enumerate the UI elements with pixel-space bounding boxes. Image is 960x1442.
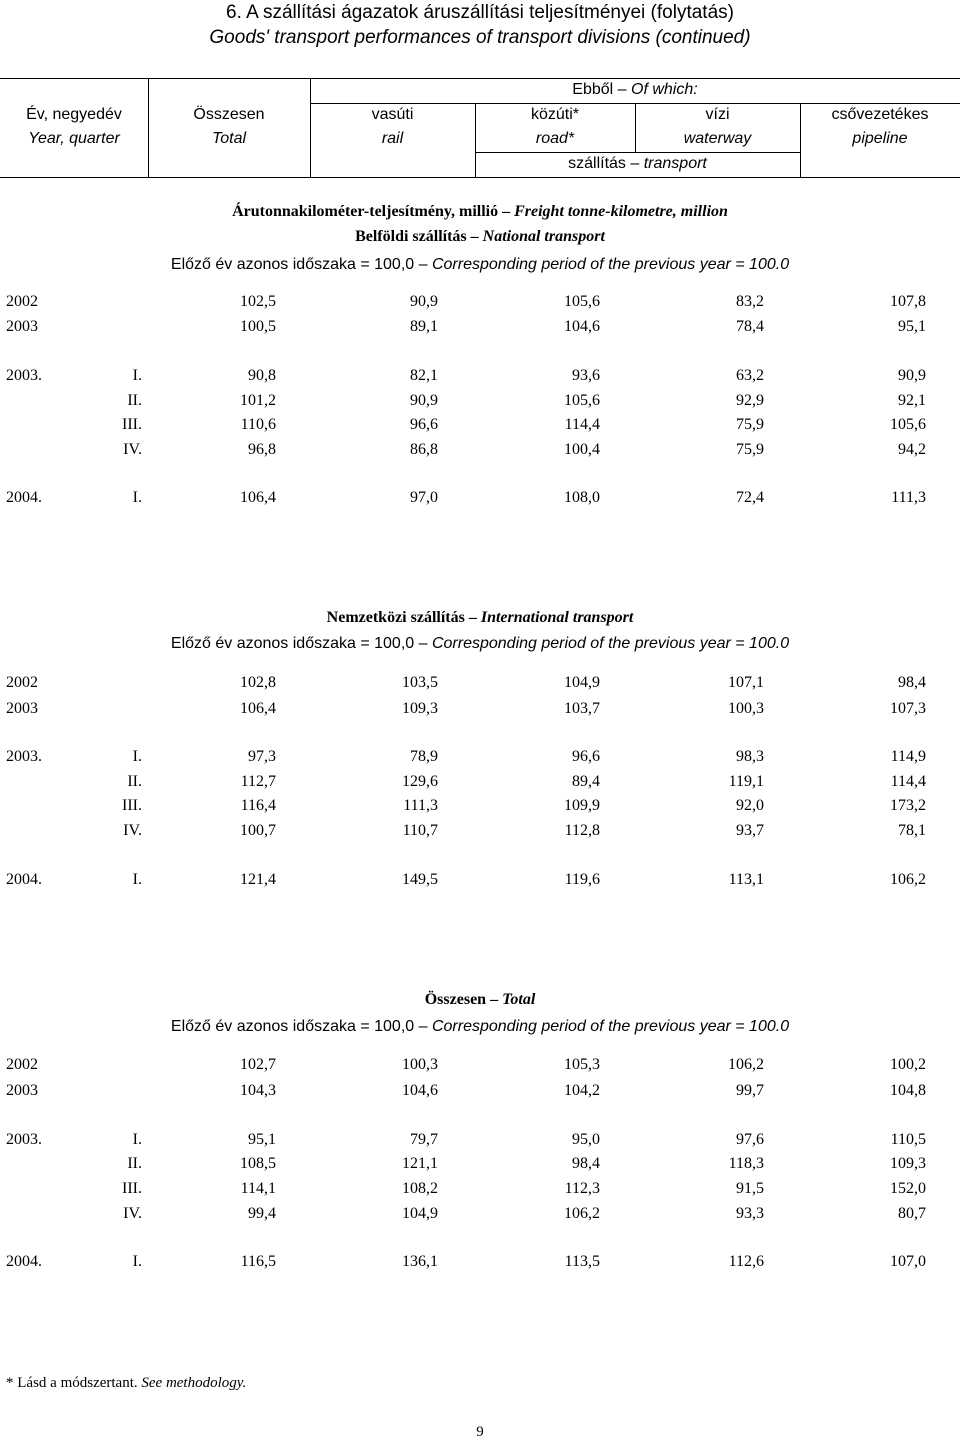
table-cell: 97,3 — [248, 748, 276, 765]
footnote-en: See methodology. — [141, 1375, 247, 1391]
table-cell: 107,8 — [890, 293, 926, 310]
table-cell: 95,0 — [572, 1131, 600, 1148]
row-year: 2002 — [6, 1056, 38, 1073]
table-title-hu: 6. A szállítási ágazatok áruszállítási teljesítményei (folytatás) — [226, 2, 734, 23]
row-year: 2003. — [6, 1131, 42, 1148]
table-row — [0, 1155, 960, 1177]
header-rail-en: rail — [381, 130, 404, 147]
measure-heading-hu: Árutonnakilométer-teljesítmény, millió – — [232, 203, 511, 220]
table-row — [0, 1253, 960, 1275]
row-quarter: IV. — [123, 441, 142, 458]
base-period-en: Corresponding period of the previous year = 100.0 — [431, 635, 790, 652]
row-year: 2003. — [6, 367, 42, 384]
table-cell: 91,5 — [736, 1180, 764, 1197]
table-row — [0, 1056, 960, 1078]
table-cell: 103,5 — [402, 674, 438, 691]
table-cell: 97,6 — [736, 1131, 764, 1148]
row-quarter: III. — [122, 797, 142, 814]
base-period-hu: Előző év azonos időszaka = 100,0 – — [170, 635, 428, 652]
table-cell: 105,3 — [564, 1056, 600, 1073]
table-cell: 78,4 — [736, 318, 764, 335]
row-quarter: I. — [132, 489, 142, 506]
table-cell: 110,5 — [890, 1131, 926, 1148]
table-cell: 79,7 — [410, 1131, 438, 1148]
header-transport — [475, 155, 800, 173]
header-water-en: waterway — [683, 130, 752, 147]
table-row — [0, 748, 960, 770]
table-cell: 114,4 — [890, 773, 926, 790]
table-cell: 102,8 — [240, 674, 276, 691]
table-cell: 104,3 — [240, 1082, 276, 1099]
table-cell: 75,9 — [736, 416, 764, 433]
table-cell: 98,3 — [736, 748, 764, 765]
table-cell: 116,5 — [240, 1253, 276, 1270]
table-cell: 105,6 — [890, 416, 926, 433]
table-cell: 107,0 — [890, 1253, 926, 1270]
row-year: 2002 — [6, 293, 38, 310]
table-cell: 106,4 — [240, 489, 276, 506]
section-heading-hu: Nemzetközi szállítás – — [326, 609, 477, 626]
table-cell: 78,1 — [898, 822, 926, 839]
table-cell: 149,5 — [402, 871, 438, 888]
table-cell: 121,1 — [402, 1155, 438, 1172]
table-cell: 96,6 — [410, 416, 438, 433]
header-top-rule — [0, 78, 960, 79]
section-heading-en: National transport — [482, 228, 605, 245]
table-cell: 93,3 — [736, 1205, 764, 1222]
base-period-note — [0, 256, 960, 274]
table-row — [0, 700, 960, 722]
footnote-hu: * Lásd a módszertant. — [6, 1375, 138, 1391]
table-row — [0, 367, 960, 389]
table-row — [0, 822, 960, 844]
row-quarter: I. — [132, 1253, 142, 1270]
table-cell: 98,4 — [898, 674, 926, 691]
table-cell: 100,3 — [402, 1056, 438, 1073]
header-ofwhich — [310, 81, 960, 99]
table-cell: 107,1 — [728, 674, 764, 691]
section-heading-hu: Összesen – — [424, 991, 499, 1008]
table-cell: 98,4 — [572, 1155, 600, 1172]
section-heading — [0, 991, 960, 1009]
table-row — [0, 392, 960, 414]
row-quarter: I. — [132, 871, 142, 888]
table-cell: 80,7 — [898, 1205, 926, 1222]
table-cell: 102,5 — [240, 293, 276, 310]
table-cell: 106,2 — [564, 1205, 600, 1222]
header-pipe-en: pipeline — [852, 130, 908, 147]
table-cell: 108,2 — [402, 1180, 438, 1197]
table-cell: 92,1 — [898, 392, 926, 409]
row-year: 2003. — [6, 748, 42, 765]
table-cell: 72,4 — [736, 489, 764, 506]
row-quarter: IV. — [123, 1205, 142, 1222]
row-quarter: III. — [122, 1180, 142, 1197]
table-cell: 121,4 — [240, 871, 276, 888]
table-cell: 90,9 — [410, 392, 438, 409]
table-cell: 152,0 — [890, 1180, 926, 1197]
table-row — [0, 318, 960, 340]
table-row — [0, 293, 960, 315]
page-number: 9 — [476, 1424, 484, 1440]
table-cell: 93,7 — [736, 822, 764, 839]
table-cell: 111,3 — [891, 489, 926, 506]
table-cell: 89,4 — [572, 773, 600, 790]
table-row — [0, 871, 960, 893]
header-road-en: road* — [535, 130, 575, 147]
table-cell: 104,6 — [402, 1082, 438, 1099]
table-cell: 100,2 — [890, 1056, 926, 1073]
table-cell: 106,2 — [728, 1056, 764, 1073]
row-year: 2003 — [6, 1082, 38, 1099]
table-cell: 95,1 — [248, 1131, 276, 1148]
transport-rule — [475, 152, 800, 153]
table-cell: 114,9 — [890, 748, 926, 765]
table-cell: 112,7 — [240, 773, 276, 790]
row-quarter: I. — [132, 367, 142, 384]
table-cell: 109,3 — [890, 1155, 926, 1172]
table-row — [0, 1082, 960, 1104]
table-cell: 108,0 — [564, 489, 600, 506]
row-year: 2004. — [6, 489, 42, 506]
base-period-note — [0, 635, 960, 653]
row-quarter: I. — [132, 748, 142, 765]
header-ofwhich-en: Of which: — [631, 81, 698, 98]
table-cell: 104,6 — [564, 318, 600, 335]
table-cell: 99,4 — [248, 1205, 276, 1222]
table-cell: 90,9 — [410, 293, 438, 310]
header-bottom-rule — [0, 177, 960, 178]
table-row — [0, 1180, 960, 1202]
row-year: 2003 — [6, 700, 38, 717]
table-row — [0, 1131, 960, 1153]
header-year-hu: Év, negyedév — [26, 106, 122, 123]
header-transport-hu: szállítás – — [568, 155, 640, 172]
measure-heading — [0, 203, 960, 221]
table-cell: 118,3 — [728, 1155, 764, 1172]
row-year: 2004. — [6, 1253, 42, 1270]
table-cell: 109,9 — [564, 797, 600, 814]
table-cell: 104,9 — [564, 674, 600, 691]
table-cell: 96,6 — [572, 748, 600, 765]
header-road-hu: közúti* — [530, 106, 580, 123]
table-cell: 119,6 — [564, 871, 600, 888]
table-cell: 104,9 — [402, 1205, 438, 1222]
row-quarter: III. — [122, 416, 142, 433]
row-year: 2004. — [6, 871, 42, 888]
table-title-en: Goods' transport performances of transport divisions (continued) — [209, 27, 751, 48]
table-cell: 101,2 — [240, 392, 276, 409]
table-cell: 89,1 — [410, 318, 438, 335]
table-cell: 105,6 — [564, 392, 600, 409]
table-cell: 112,3 — [564, 1180, 600, 1197]
base-period-en: Corresponding period of the previous year = 100.0 — [431, 256, 790, 273]
table-cell: 104,2 — [564, 1082, 600, 1099]
table-cell: 100,3 — [728, 700, 764, 717]
header-ofwhich-hu: Ebből – — [572, 81, 627, 98]
table-cell: 102,7 — [240, 1056, 276, 1073]
table-cell: 112,8 — [564, 822, 600, 839]
table-cell: 116,4 — [240, 797, 276, 814]
row-year: 2003 — [6, 318, 38, 335]
table-cell: 110,6 — [240, 416, 276, 433]
table-cell: 104,8 — [890, 1082, 926, 1099]
header-total-hu: Összesen — [193, 106, 265, 123]
header-year-en: Year, quarter — [28, 130, 120, 147]
table-row — [0, 674, 960, 696]
table-cell: 100,5 — [240, 318, 276, 335]
row-quarter: II. — [127, 773, 142, 790]
row-quarter: I. — [132, 1131, 142, 1148]
table-cell: 113,1 — [728, 871, 764, 888]
section-heading-en: International transport — [480, 609, 634, 626]
table-cell: 112,6 — [728, 1253, 764, 1270]
table-cell: 83,2 — [736, 293, 764, 310]
table-cell: 113,5 — [564, 1253, 600, 1270]
table-cell: 95,1 — [898, 318, 926, 335]
table-row — [0, 1205, 960, 1227]
table-cell: 136,1 — [402, 1253, 438, 1270]
table-cell: 63,2 — [736, 367, 764, 384]
row-quarter: IV. — [123, 822, 142, 839]
table-cell: 105,6 — [564, 293, 600, 310]
table-cell: 86,8 — [410, 441, 438, 458]
table-cell: 108,5 — [240, 1155, 276, 1172]
header-col-divider-1 — [148, 78, 149, 177]
table-cell: 110,7 — [402, 822, 438, 839]
table-cell: 92,9 — [736, 392, 764, 409]
table-cell: 90,9 — [898, 367, 926, 384]
section-heading-hu: Belföldi szállítás – — [355, 228, 479, 245]
table-cell: 100,4 — [564, 441, 600, 458]
table-cell: 119,1 — [728, 773, 764, 790]
table-cell: 75,9 — [736, 441, 764, 458]
table-cell: 97,0 — [410, 489, 438, 506]
table-cell: 90,8 — [248, 367, 276, 384]
table-row — [0, 441, 960, 463]
row-quarter: II. — [127, 392, 142, 409]
header-water-hu: vízi — [705, 106, 730, 123]
base-period-hu: Előző év azonos időszaka = 100,0 – — [170, 1018, 428, 1035]
table-cell: 129,6 — [402, 773, 438, 790]
row-quarter: II. — [127, 1155, 142, 1172]
section-heading — [0, 228, 960, 246]
table-cell: 78,9 — [410, 748, 438, 765]
footnote — [6, 1375, 246, 1392]
table-cell: 92,0 — [736, 797, 764, 814]
table-row — [0, 489, 960, 511]
table-cell: 107,3 — [890, 700, 926, 717]
table-cell: 100,7 — [240, 822, 276, 839]
header-pipe-hu: csővezetékes — [831, 106, 929, 123]
table-cell: 106,2 — [890, 871, 926, 888]
header-total-en: Total — [211, 130, 247, 147]
table-cell: 99,7 — [736, 1082, 764, 1099]
table-cell: 106,4 — [240, 700, 276, 717]
measure-heading-en: Freight tonne-kilometre, million — [514, 203, 728, 220]
base-period-note — [0, 1018, 960, 1036]
row-year: 2002 — [6, 674, 38, 691]
table-cell: 96,8 — [248, 441, 276, 458]
header-transport-en: transport — [643, 155, 707, 172]
table-cell: 109,3 — [402, 700, 438, 717]
table-row — [0, 773, 960, 795]
base-period-en: Corresponding period of the previous year = 100.0 — [431, 1018, 790, 1035]
table-cell: 173,2 — [890, 797, 926, 814]
base-period-hu: Előző év azonos időszaka = 100,0 – — [170, 256, 428, 273]
table-cell: 94,2 — [898, 441, 926, 458]
table-cell: 114,1 — [240, 1180, 276, 1197]
header-rail-hu: vasúti — [371, 106, 414, 123]
table-cell: 82,1 — [410, 367, 438, 384]
section-heading — [0, 609, 960, 627]
section-heading-en: Total — [502, 991, 536, 1008]
table-cell: 103,7 — [564, 700, 600, 717]
table-cell: 114,4 — [564, 416, 600, 433]
table-row — [0, 797, 960, 819]
table-cell: 111,3 — [403, 797, 438, 814]
table-row — [0, 416, 960, 438]
table-cell: 93,6 — [572, 367, 600, 384]
